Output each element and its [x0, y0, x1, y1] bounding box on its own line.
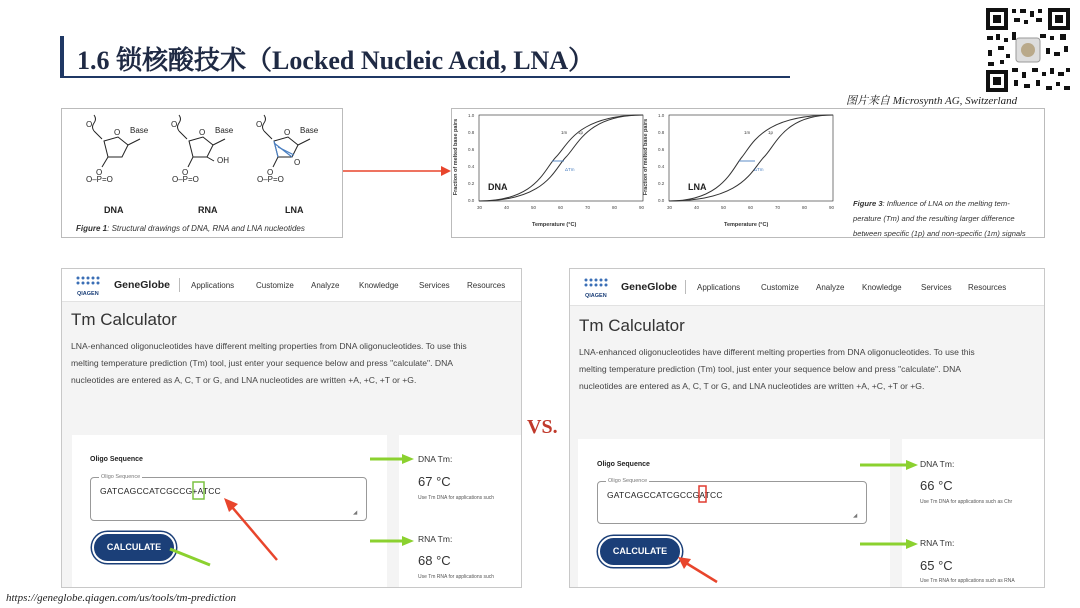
page-title: Tm Calculator: [579, 316, 685, 335]
dna-label: DNA: [104, 205, 124, 215]
rna-tm-label: RNA Tm:: [418, 534, 453, 544]
nav-customize[interactable]: Customize: [761, 283, 799, 292]
nav-services[interactable]: Services: [921, 283, 952, 292]
nav-resources[interactable]: Resources: [968, 283, 1007, 292]
slide-title: 1.6 锁核酸技术（Locked Nucleic Acid, LNA）: [77, 46, 595, 75]
versus-label: VS.: [527, 416, 558, 438]
svg-text:O: O: [114, 128, 121, 137]
sequence-value: GATCAGCCATCGCCGATCC: [607, 490, 723, 500]
svg-text:O: O: [171, 120, 178, 129]
green-arrows-left: [170, 454, 414, 565]
rna-tm-note: Use Tm RNA for applications such as RNA: [920, 578, 1015, 584]
rna-base-label: Base: [215, 126, 234, 135]
dna-1m-label: 1m: [561, 130, 568, 135]
dna-tm-label: DNA Tm:: [418, 454, 453, 464]
resize-handle-icon[interactable]: ◢: [853, 513, 858, 519]
nav-services[interactable]: Services: [419, 281, 450, 290]
svg-text:O: O: [284, 128, 291, 137]
nav-knowledge[interactable]: Knowledge: [359, 281, 399, 290]
rna-phosphate: O–P=O: [172, 175, 199, 184]
dna-tm-value: 66 °C: [920, 478, 953, 493]
rna-tm-label: RNA Tm:: [920, 538, 955, 548]
green-arrows-right: [860, 460, 918, 549]
rna-oh-label: OH: [217, 156, 229, 165]
plot-dna-label: DNA: [488, 182, 508, 192]
nav-applications[interactable]: Applications: [697, 283, 741, 292]
dna-base-label: Base: [130, 126, 149, 135]
figure-1-caption: Figure 1: Structural drawings of DNA, RNA and LNA nucleotides: [76, 224, 305, 233]
page-title: Tm Calculator: [71, 310, 177, 329]
dna-base-highlight: [699, 486, 706, 502]
nav-analyze[interactable]: Analyze: [816, 283, 845, 292]
dna-1p-label: 1p: [578, 130, 584, 135]
rna-tm-value: 65 °C: [920, 558, 953, 573]
svg-text:O: O: [199, 128, 206, 137]
nav-analyze[interactable]: Analyze: [311, 281, 340, 290]
nav-customize[interactable]: Customize: [256, 281, 294, 290]
calculate-button[interactable]: CALCULATE: [598, 536, 682, 567]
lna-delta-tm: ΔTm: [754, 167, 764, 172]
dna-tm-label: DNA Tm:: [920, 459, 955, 469]
nav-resources[interactable]: Resources: [467, 281, 506, 290]
brand-name[interactable]: GeneGlobe: [621, 281, 678, 293]
image-credit: 图片来自 Microsynth AG, Switzerland: [846, 95, 1018, 107]
oligo-heading: Oligo Sequence: [90, 456, 143, 463]
plot-lna-label: LNA: [688, 182, 707, 192]
dna-tm-note: Use Tm DNA for applications such as Chr: [920, 499, 1013, 505]
svg-text:O: O: [294, 158, 301, 167]
svg-text:O: O: [182, 168, 189, 177]
figure-3-panel: DNA LNA 1m 1p 1m 1p ΔTm ΔTm 1.0 0.8 0.6 0.4 0.2 0.0 1.0 0.8 0.6 0.4 0.2 0.0 30 40 50 60 70 80 90 30 40 50 60 70 80 90 Temperature (°C) Temperature (°C) Fraction of melted base pairs Fraction of melted base pairs Figure 3: Influence of LNA on the melting tem- perature (Tm) and the resulting larger difference between specific (1p) and non-specific (1m) signals: [451, 108, 1045, 238]
lna-ylabel: Fraction of melted base pairs: [643, 118, 650, 196]
qiagen-logo-text: QIAGEN: [585, 293, 607, 299]
lna-xlabel: Temperature (°C): [724, 222, 769, 228]
lna-label: LNA: [285, 205, 304, 215]
nav-knowledge[interactable]: Knowledge: [862, 283, 902, 292]
oligo-heading: Oligo Sequence: [597, 461, 650, 468]
rna-tm-note: Use Tm RNA for applications such: [418, 574, 495, 580]
rna-tm-value: 68 °C: [418, 553, 451, 568]
lna-base-highlight: [193, 482, 204, 499]
dna-tm-note: Use Tm DNA for applications such: [418, 495, 495, 501]
lna-1m-label: 1m: [744, 130, 751, 135]
brand-name[interactable]: GeneGlobe: [114, 279, 171, 291]
oligo-field-label: Oligo Sequence: [608, 478, 648, 484]
source-url[interactable]: https://geneglobe.qiagen.com/us/tools/tm-prediction: [6, 592, 236, 604]
oligo-field-label: Oligo Sequence: [101, 474, 141, 480]
red-pointer-arrows: [224, 498, 717, 582]
calculator-description: LNA-enhanced oligonucleotides have different melting properties from DNA oligonucleotides. To use this melting temperature prediction (Tm) tool, just enter your sequence below and press "calculate". DNA nucleotides are entered as A, C, T or G, and LNA nucleotides are written +A, +C, +T or +G.: [71, 341, 467, 385]
figure-3-caption: Figure 3: Influence of LNA on the melting tem- perature (Tm) and the resulting larger difference between specific (1p) and non-specific (1m) signals: [853, 199, 1026, 238]
dna-phosphate: O–P=O: [86, 175, 113, 184]
calculator-description: LNA-enhanced oligonucleotides have different melting properties from DNA oligonucleotides. To use this melting temperature prediction (Tm) tool, just enter your sequence below and press "calculate". DNA nucleotides are entered as A, C, T or G, and LNA nucleotides are written +A, +C, +T or +G.: [579, 347, 975, 391]
sequence-value: GATCAGCCATCGCCG+ATCC: [100, 486, 221, 496]
dna-ylabel: Fraction of melted base pairs: [453, 118, 460, 196]
svg-text:O: O: [86, 120, 93, 129]
dna-tm-value: 67 °C: [418, 474, 451, 489]
qiagen-logo-text: QIAGEN: [77, 291, 99, 297]
lna-base-label: Base: [300, 126, 319, 135]
rna-label: RNA: [198, 205, 218, 215]
svg-text:O: O: [267, 168, 274, 177]
resize-handle-icon[interactable]: ◢: [353, 510, 358, 516]
nav-applications[interactable]: Applications: [191, 281, 235, 290]
svg-text:O: O: [96, 168, 103, 177]
dna-xlabel: Temperature (°C): [532, 222, 577, 228]
svg-text:O: O: [256, 120, 263, 129]
lna-1p-label: 1p: [768, 130, 774, 135]
dna-delta-tm: ΔTm: [565, 167, 575, 172]
calculate-button[interactable]: CALCULATE: [92, 532, 176, 563]
lna-phosphate: O–P=O: [257, 175, 284, 184]
